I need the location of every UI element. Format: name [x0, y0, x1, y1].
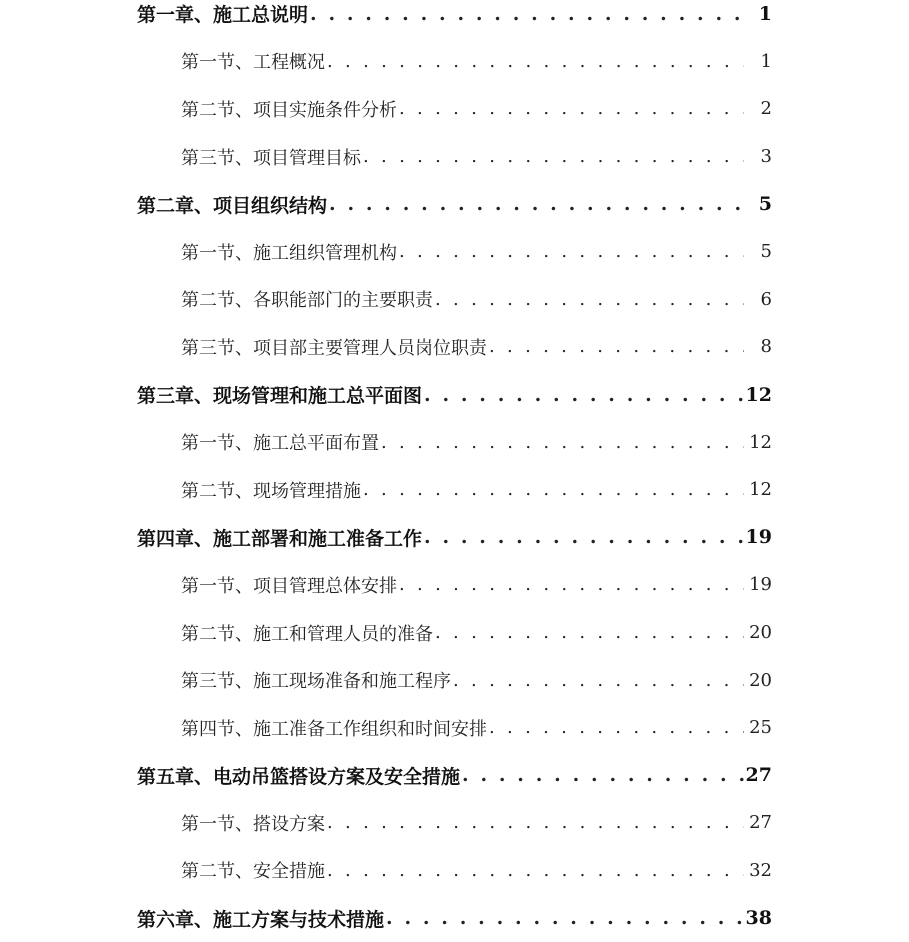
toc-section-3-1[interactable]	[0, 418, 909, 466]
toc-page-number: 2	[760, 98, 772, 120]
toc-chapter-6[interactable]	[0, 894, 909, 942]
toc-entry-title: 第二节、现场管理措施	[181, 480, 361, 502]
dot-leader	[363, 146, 744, 167]
toc-page-number: 32	[749, 859, 772, 881]
toc-page-number: 12	[749, 479, 772, 501]
toc-page-number: 27	[745, 764, 772, 787]
toc-entry-title: 第三节、施工现场准备和施工程序	[181, 671, 451, 693]
dot-leader	[489, 336, 744, 357]
dot-leader	[327, 860, 744, 881]
toc-page-number: 1	[758, 2, 772, 25]
toc-chapter-1[interactable]	[0, 0, 909, 38]
toc-entry-title: 第三节、项目管理目标	[181, 147, 361, 169]
toc-page-number: 8	[760, 336, 772, 358]
toc-entry-title: 第二节、安全措施	[181, 861, 325, 883]
toc-entry-title: 第六章、施工方案与技术措施	[137, 908, 385, 931]
dot-leader	[363, 479, 744, 500]
toc-page-number: 19	[749, 574, 772, 596]
toc-entry-title: 第一节、施工总平面布置	[181, 433, 379, 455]
toc-section-3-2[interactable]	[0, 466, 909, 514]
toc-section-4-3[interactable]	[0, 656, 909, 704]
dot-leader	[489, 717, 744, 738]
toc-page-number: 1	[760, 50, 772, 72]
toc-page-number: 3	[760, 146, 772, 168]
toc-entry-title: 第一节、工程概况	[181, 52, 325, 74]
toc-section-2-1[interactable]	[0, 228, 909, 276]
toc-entry-title: 第五章、电动吊篮搭设方案及安全措施	[137, 765, 461, 788]
toc-page-number: 5	[758, 193, 772, 216]
dot-leader	[453, 670, 744, 691]
toc-section-4-1[interactable]	[0, 561, 909, 609]
dot-leader	[424, 384, 744, 406]
toc-section-2-2[interactable]	[0, 276, 909, 324]
toc-page-number: 20	[749, 622, 772, 644]
toc-entry-title: 第二节、项目实施条件分析	[181, 99, 397, 121]
dot-leader	[435, 622, 744, 643]
toc-entry-title: 第二节、施工和管理人员的准备	[181, 623, 433, 645]
toc-chapter-2[interactable]	[0, 180, 909, 228]
toc-entry-title: 第四章、施工部署和施工准备工作	[137, 527, 423, 550]
toc-entry-title: 第三章、现场管理和施工总平面图	[137, 385, 423, 408]
toc-entry-title: 第一节、搭设方案	[181, 813, 325, 835]
toc-section-1-1[interactable]	[0, 38, 909, 86]
toc-page-number: 12	[749, 431, 772, 453]
dot-leader	[310, 3, 744, 25]
dot-leader	[424, 526, 744, 548]
toc-section-5-1[interactable]	[0, 799, 909, 847]
dot-leader	[329, 193, 744, 215]
toc-section-5-2[interactable]	[0, 847, 909, 895]
toc-entry-title: 第二章、项目组织结构	[137, 194, 328, 217]
toc-section-1-2[interactable]	[0, 85, 909, 133]
toc-page-number: 19	[745, 526, 772, 549]
toc-entry-title: 第三节、项目部主要管理人员岗位职责	[181, 337, 487, 359]
dot-leader	[435, 289, 744, 310]
toc-entry-title: 第二节、各职能部门的主要职责	[181, 290, 433, 312]
toc-entry-title: 第一节、施工组织管理机构	[181, 242, 397, 264]
dot-leader	[399, 241, 744, 262]
toc-entry-title: 第一章、施工总说明	[137, 4, 309, 27]
toc-chapter-5[interactable]	[0, 752, 909, 800]
toc-chapter-4[interactable]	[0, 514, 909, 562]
toc-page-number: 25	[749, 717, 772, 739]
toc-section-4-4[interactable]	[0, 704, 909, 752]
dot-leader	[462, 764, 744, 786]
toc-entry-title: 第四节、施工准备工作组织和时间安排	[181, 718, 487, 740]
toc-page-number: 12	[745, 383, 772, 406]
toc-section-4-2[interactable]	[0, 609, 909, 657]
dot-leader	[327, 812, 744, 833]
toc-page-number: 20	[749, 669, 772, 691]
toc-section-2-3[interactable]	[0, 323, 909, 371]
toc-section-1-3[interactable]	[0, 133, 909, 181]
dot-leader	[381, 432, 744, 453]
toc-entry-title: 第一节、项目管理总体安排	[181, 575, 397, 597]
toc-page-number: 38	[745, 907, 772, 930]
dot-leader	[327, 51, 744, 72]
toc-page-number: 6	[760, 288, 772, 310]
dot-leader	[386, 907, 744, 929]
dot-leader	[399, 574, 744, 595]
toc-page-number: 27	[749, 812, 772, 834]
toc-page-number: 5	[760, 241, 772, 263]
dot-leader	[399, 98, 744, 119]
toc-chapter-3[interactable]	[0, 371, 909, 419]
